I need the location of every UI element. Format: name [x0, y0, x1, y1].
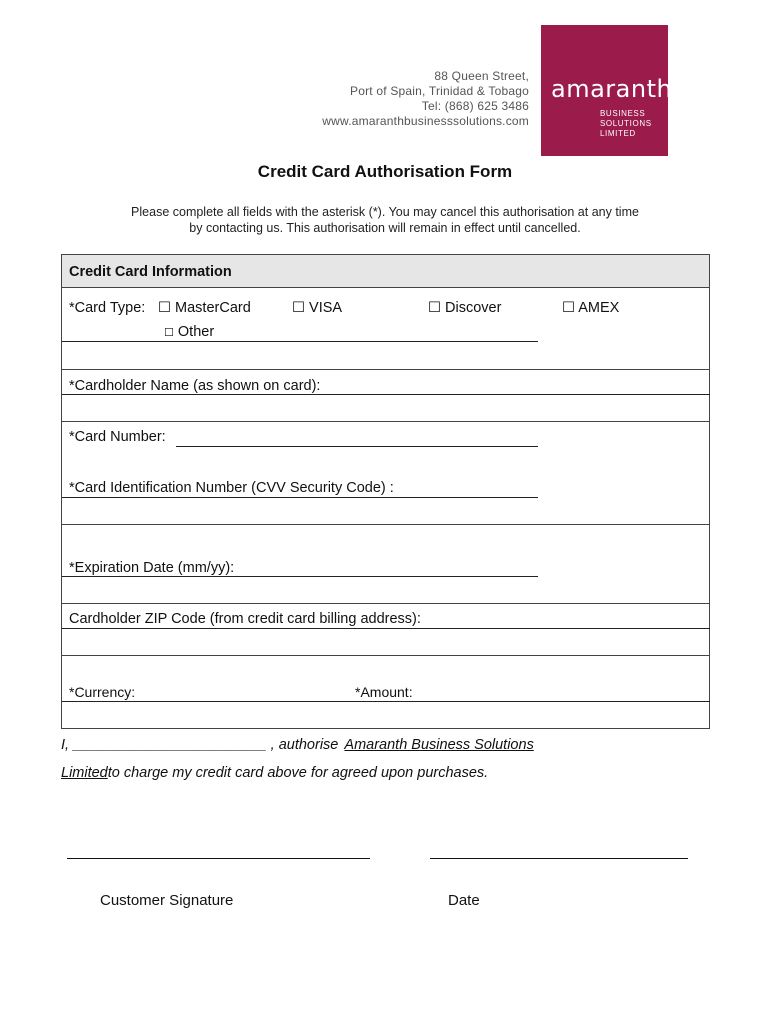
other-input-line[interactable] [62, 341, 538, 342]
customer-signature-label: Customer Signature [100, 892, 234, 909]
discover-label: Discover [445, 300, 502, 316]
cvv-label: *Card Identification Number (CVV Security Code) : [69, 480, 394, 496]
authorisation-line-1 [61, 737, 534, 753]
date-line[interactable] [430, 858, 688, 859]
card-type-discover[interactable] [428, 300, 501, 316]
logo-subtitle-line: BUSINESS [600, 109, 646, 118]
cardholder-name-input-line[interactable] [62, 394, 710, 395]
address-city: Port of Spain, Trinidad & Tobago [350, 84, 529, 98]
company-address [322, 69, 529, 129]
checkbox-icon[interactable]: ☐ [164, 327, 174, 339]
company-name-suffix: Limited [61, 765, 108, 781]
card-type-label: *Card Type: [69, 300, 146, 316]
form-instructions [60, 204, 710, 236]
checkbox-icon[interactable]: ☐ [158, 300, 171, 316]
logo-subtitle-line: SOLUTIONS [600, 119, 652, 128]
amount-label: *Amount: [355, 684, 413, 700]
zip-code-label: Cardholder ZIP Code (from credit card billing address): [69, 611, 421, 627]
row-divider [61, 655, 710, 656]
card-type-visa[interactable] [292, 300, 342, 316]
cvv-input-line[interactable] [62, 497, 538, 498]
logo-wordmark: amaranth [551, 75, 673, 103]
address-website: www.amaranthbusinesssolutions.com [322, 114, 529, 128]
address-street: 88 Queen Street, [434, 69, 529, 83]
checkbox-icon[interactable]: ☐ [428, 300, 441, 316]
authorisation-line-2 [61, 765, 488, 781]
address-phone: Tel: (868) 625 3486 [421, 99, 529, 113]
row-divider [61, 603, 710, 604]
other-label: Other [177, 324, 215, 340]
authorisation-prefix: I, ________________________ , authorise [61, 737, 339, 753]
section-header: Credit Card Information [69, 264, 232, 280]
row-divider [61, 369, 710, 370]
row-divider [61, 524, 710, 525]
card-type-mastercard[interactable] [158, 300, 251, 316]
mastercard-label: MasterCard [175, 300, 251, 316]
date-label: Date [448, 892, 480, 909]
expiration-date-label: *Expiration Date (mm/yy): [69, 560, 235, 576]
logo-subtitle [600, 109, 652, 139]
checkbox-icon[interactable]: ☐ [562, 300, 575, 316]
company-name: Amaranth Business Solutions [344, 737, 534, 753]
customer-signature-line[interactable] [67, 858, 370, 859]
expiration-date-input-line[interactable] [62, 576, 538, 577]
row-divider [61, 421, 710, 422]
form-title: Credit Card Authorisation Form [257, 162, 513, 181]
row-divider [61, 287, 710, 288]
card-number-label: *Card Number: [69, 429, 166, 445]
instructions-line: Please complete all fields with the asterisk (*). You may cancel this authorisation at any time [131, 205, 639, 219]
amex-label: AMEX [578, 300, 620, 316]
authorisation-suffix: to charge my credit card above for agreed upon purchases. [107, 765, 489, 781]
visa-label: VISA [309, 300, 343, 316]
card-type-other[interactable] [164, 324, 214, 340]
company-logo [541, 25, 673, 156]
zip-code-input-line[interactable] [62, 628, 710, 629]
card-number-input-line[interactable] [176, 446, 538, 447]
instructions-line: by contacting us. This authorisation will remain in effect until cancelled. [189, 221, 581, 235]
logo-subtitle-line: LIMITED [600, 129, 636, 138]
currency-label: *Currency: [69, 684, 136, 700]
cardholder-name-label: *Cardholder Name (as shown on card): [69, 378, 321, 394]
currency-amount-input-line[interactable] [62, 701, 710, 702]
card-type-amex[interactable] [562, 300, 619, 316]
checkbox-icon[interactable]: ☐ [292, 300, 305, 316]
